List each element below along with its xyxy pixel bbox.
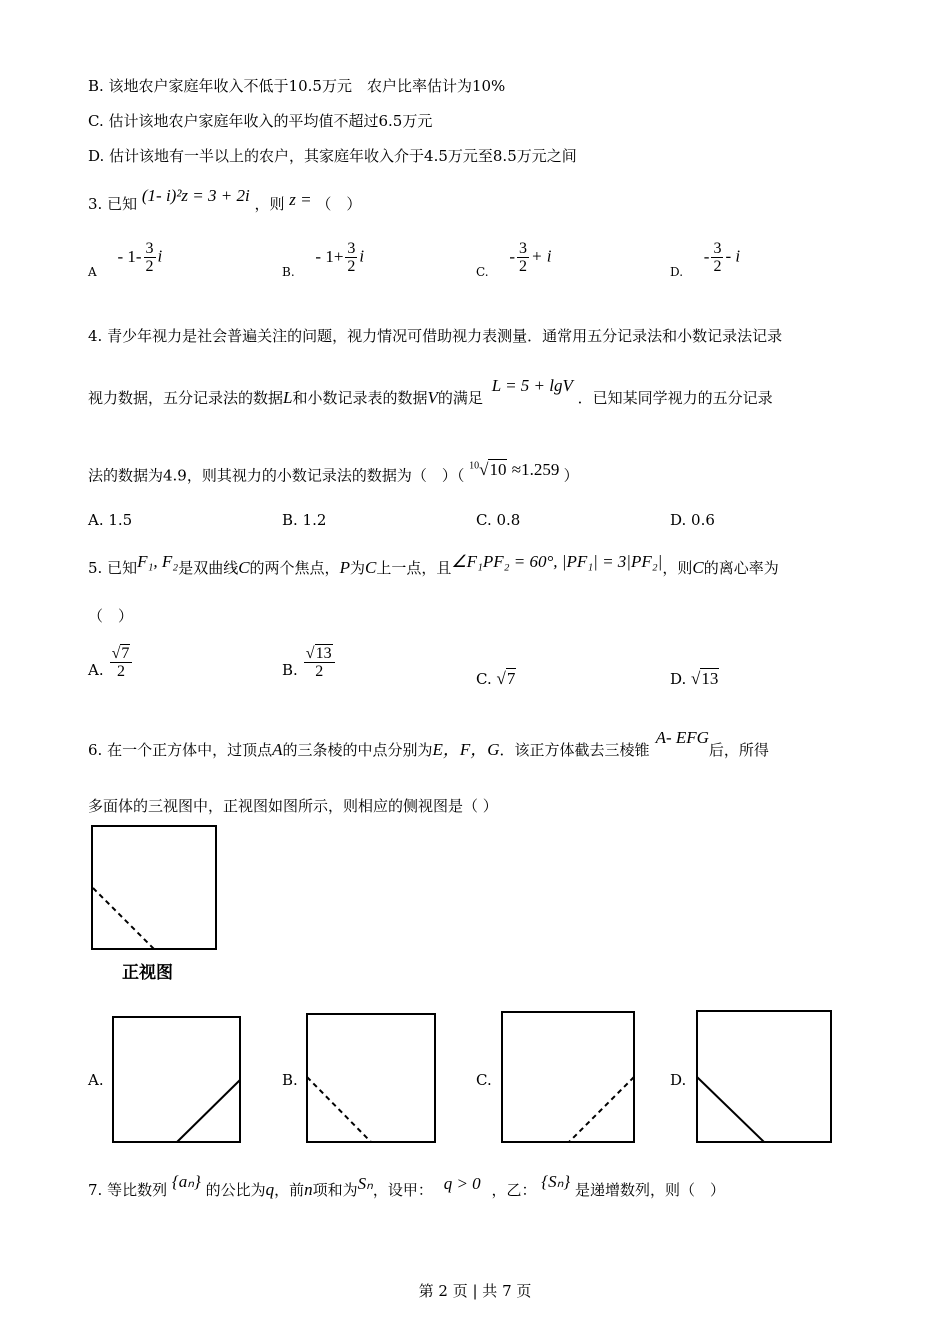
- q4-line2: [88, 376, 773, 408]
- q5-option-a-label: A.: [88, 660, 104, 679]
- q7-condition: q > 0: [443, 1174, 481, 1193]
- q3-middle: ，则: [254, 195, 285, 213]
- q7-Sn: Sₙ: [357, 1174, 373, 1193]
- q4-formula: L = 5 + lgV: [491, 376, 573, 395]
- q3-option-c-expr: -: [509, 246, 516, 266]
- q3-option-c-num: 3: [519, 240, 528, 257]
- q3-option-b-label: B.: [282, 264, 295, 279]
- q3-suffix: （ ）: [316, 195, 362, 213]
- q5-option-c-label: C.: [476, 670, 492, 688]
- page-footer: 第 2 页 | 共 7 页: [418, 1282, 532, 1300]
- question-3-stem: [88, 186, 362, 214]
- q4-option-a: A. 1.5: [88, 511, 133, 529]
- q3-option-d-num: 3: [713, 240, 722, 257]
- q4-V: V: [427, 388, 438, 407]
- q6-line1a: 6. 在一个正方体中，过顶点: [88, 741, 273, 759]
- q4-line2a: 视力数据，五分记录法的数据: [88, 389, 284, 407]
- q7-q: q: [265, 1180, 275, 1199]
- q6-line1: [88, 728, 769, 760]
- option-b-figure: [307, 1014, 435, 1142]
- option-c-figure: [502, 1012, 634, 1142]
- q4-line2c: 的满足: [437, 389, 483, 407]
- q6-option-b-label: B.: [282, 1071, 298, 1089]
- q5-option-a-num: 7: [121, 645, 130, 662]
- q2-option-c: C. 估计该地农户家庭年收入的平均值不超过6.5万元: [88, 112, 433, 130]
- q6-line1d: 后，所得: [708, 741, 769, 759]
- q5-option-b-label: B.: [282, 660, 298, 679]
- q3-option-b-num: 3: [347, 240, 356, 257]
- option-d-figure: [697, 1011, 831, 1142]
- q7-text2: ，前: [274, 1181, 305, 1199]
- q5-text2: 的两个焦点，: [249, 559, 340, 577]
- q7-text6: 是递增数列，则（ ）: [574, 1181, 725, 1199]
- q6-line1b: 的三条棱的中点分别为: [282, 741, 433, 759]
- q6-EFG: E，F，G: [432, 740, 500, 759]
- q3-option-c-den: 2: [519, 258, 528, 275]
- q4-root-radicand: 10: [489, 459, 507, 479]
- q4-option-b: B. 1.2: [282, 511, 327, 529]
- q7-Sn-braces: {Sₙ}: [541, 1172, 571, 1191]
- option-a-figure: [113, 1017, 240, 1142]
- q3-option-a-label: A: [88, 264, 97, 279]
- q5-C-2: C: [364, 558, 377, 577]
- q5-option-c-rad: 7: [506, 669, 516, 688]
- q7-Sn2: Sₙ: [548, 1172, 564, 1191]
- q4-line3b: ）: [563, 466, 579, 485]
- q7-text5: ，乙：: [491, 1181, 537, 1199]
- q4-line1: 4. 青少年视力是社会普遍关注的问题，视力情况可借助视力表测量．通常用五分记录法和小数记录法记录: [88, 327, 783, 345]
- q7-text1: 的公比为: [205, 1181, 266, 1199]
- q5-text1: 是双曲线: [178, 559, 239, 577]
- q4-line3: [88, 459, 579, 486]
- q5-foci: F₁, F₂: [137, 552, 179, 571]
- q5-text6: 的离心率为: [703, 559, 779, 577]
- q4-line2d: ．已知某同学视力的五分记录: [577, 389, 773, 407]
- q5-C-3: C: [692, 558, 704, 577]
- q7-text4: ，设甲：: [372, 1181, 433, 1199]
- q7-stem: [88, 1172, 725, 1200]
- q2-option-d: D. 估计该地有一半以上的农户，其家庭年收入介于4.5万元至8.5万元之间: [88, 147, 577, 165]
- q7-an: aₙ: [178, 1172, 194, 1191]
- q3-option-a: [88, 240, 163, 279]
- q3-option-d-label: D.: [670, 264, 684, 279]
- front-view-caption: 正视图: [122, 963, 173, 983]
- q6-option-d-label: D.: [670, 1071, 687, 1089]
- q3-option-a-num: 3: [145, 240, 154, 257]
- q5-option-b: B. $\frac{√13}{2}$: [282, 645, 337, 680]
- q4-root: $^{10}$√10 ≈1.259: [469, 459, 560, 479]
- q6-pyramid: A- EFG: [655, 728, 709, 747]
- q5-text3: 为: [349, 559, 365, 577]
- q5-option-d: D. √13: [670, 669, 719, 688]
- q3-option-a-expr: - 1-: [117, 246, 142, 266]
- q4-option-c: C. 0.8: [476, 511, 521, 529]
- q4-root-tail: ≈1.259: [511, 459, 560, 479]
- q3-option-b-expr: - 1+: [315, 246, 344, 266]
- q5-stem: [88, 552, 779, 578]
- q4-line2b: 和小数记录表的数据: [292, 389, 428, 407]
- q3-option-d-expr: -: [703, 246, 710, 266]
- q5-option-d-rad: 13: [701, 669, 719, 688]
- q3-formula: (1- i)²z = 3 + 2i: [141, 186, 250, 205]
- q5-option-a: A. $\frac{√7}{2}$: [88, 645, 134, 680]
- q2-option-b: B. 该地农户家庭年收入不低于10.5万元 农户比率估计为10%: [88, 77, 506, 95]
- q5-text5: ，则: [662, 559, 693, 577]
- q4-root-index: 10: [469, 460, 480, 471]
- q5-C: C: [238, 558, 250, 577]
- q3-option-c: [476, 240, 552, 279]
- q5-prefix: 5. 已知: [88, 559, 138, 577]
- q6-line2: 多面体的三视图中，正视图如图所示，则相应的侧视图是（ ）: [88, 797, 498, 815]
- q3-option-a-tail: i: [157, 246, 163, 266]
- q6-option-a-label: A.: [88, 1071, 104, 1089]
- q5-option-b-den: 2: [315, 663, 324, 680]
- q4-option-d: D. 0.6: [670, 511, 715, 529]
- q3-option-b-tail: i: [359, 246, 365, 266]
- q7-prefix: 7. 等比数列: [88, 1181, 168, 1199]
- q3-option-a-den: 2: [145, 258, 154, 275]
- front-view-figure: [92, 826, 216, 949]
- q3-z: z =: [289, 190, 312, 209]
- q5-text4: 上一点，且: [376, 559, 452, 577]
- q3-option-d-tail: - i: [725, 246, 741, 266]
- q7-n: n: [304, 1180, 313, 1199]
- q3-option-d: [670, 240, 741, 279]
- q3-option-c-tail: + i: [531, 246, 552, 266]
- q3-option-b-den: 2: [347, 258, 356, 275]
- q6-line1c: ．该正方体截去三棱锥: [499, 741, 650, 759]
- q5-condition: ∠F₁PF₂ = 60°, |PF₁| = 3|PF₂|: [451, 552, 663, 571]
- q5-P: P: [339, 558, 350, 577]
- q4-L: L: [283, 388, 293, 407]
- q6-option-c-label: C.: [476, 1071, 492, 1089]
- q6-A: A: [272, 740, 283, 759]
- q3-option-b: [282, 240, 365, 279]
- q5-option-c: C. √7: [476, 669, 516, 688]
- q5-option-d-label: D.: [670, 670, 687, 688]
- q3-option-d-den: 2: [713, 258, 722, 275]
- q7-text3: 项和为: [312, 1181, 358, 1199]
- q4-line3a: 法的数据为4.9，则其视力的小数记录法的数据为（ ）（: [88, 466, 465, 485]
- q5-option-a-den: 2: [117, 663, 125, 680]
- q5-paren: （ ）: [88, 607, 134, 625]
- q3-prefix: 3. 已知: [88, 195, 138, 213]
- q5-option-b-num: 13: [315, 645, 332, 662]
- q3-option-c-label: C.: [476, 264, 489, 279]
- q7-an-braces: {aₙ}: [171, 1172, 201, 1191]
